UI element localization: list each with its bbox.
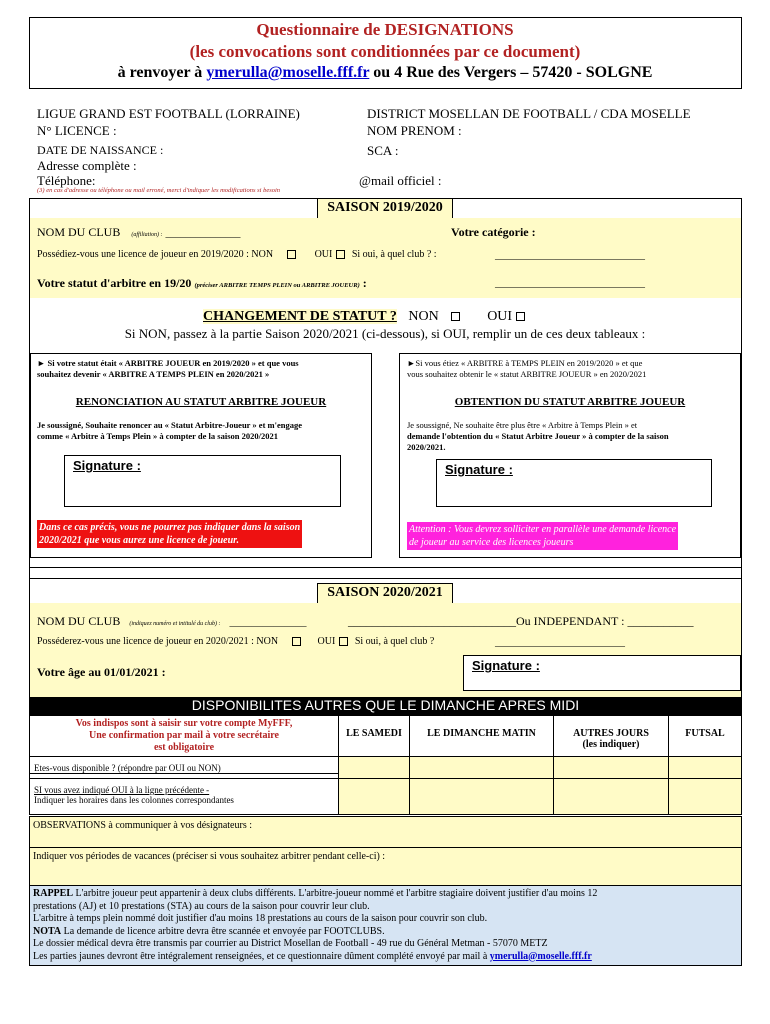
district-name: DISTRICT MOSELLAN DE FOOTBALL / CDA MOSELLE <box>367 106 691 121</box>
left-body-2: comme « Arbitre à Temps Plein » à compter de la saison 2020/2021 <box>37 431 278 441</box>
separator-line-2 <box>29 578 742 579</box>
availability-table <box>29 715 742 815</box>
left-body-1: Je soussigné, Souhaite renoncer au « Statut Arbitre-Joueur » et m'engage <box>37 420 302 430</box>
change-non-checkbox[interactable] <box>451 312 460 321</box>
left-intro-1: ► Si votre statut était « ARBITRE JOUEUR en 2019/2020 » et que vous <box>37 358 299 368</box>
season2-age-label: Votre âge au 01/01/2021 : <box>37 665 166 679</box>
right-body-3: 2020/2021. <box>407 442 446 452</box>
season2-independent: ____________________________Ou INDEPENDANT : ___________ <box>348 614 694 628</box>
form-title: Questionnaire de DESIGNATIONS <box>256 20 514 39</box>
left-intro-2: souhaitez devenir « ARBITRE A TEMPS PLEIN en 2020/2021 » <box>37 369 270 379</box>
season2-signature-box[interactable]: Signature : <box>463 655 741 691</box>
vacances-label: Indiquer vos périodes de vacances (préciser si vous souhaitez arbitrer pendant celle-ci) : <box>33 851 386 862</box>
league-name: LIGUE GRAND EST FOOTBALL (LORRAINE) <box>37 106 300 121</box>
form-subtitle: (les convocations sont conditionnées par ce document) <box>189 42 581 61</box>
right-body-1: Je soussigné, Ne souhaite être plus être « Arbitre à Temps Plein » et <box>407 420 638 430</box>
futsal-availability[interactable] <box>669 757 742 779</box>
observations-label: OBSERVATIONS à communiquer à vos désignateurs : <box>33 820 252 831</box>
right-warning: Attention : Vous devrez solliciter en parallèle une demande licence de joueur au service des licences joueurs <box>409 524 677 548</box>
name-label: NOM PRENOM : <box>367 123 462 138</box>
season2-title: SAISON 2020/2021 <box>327 585 443 600</box>
licence-label: N° LICENCE : <box>37 123 117 138</box>
availability-row-label: Etes-vous disponible ? (répondre par OUI ou NON) <box>30 757 339 779</box>
right-signature-box[interactable]: Signature : <box>436 459 712 507</box>
address-label: Adresse complète : <box>37 158 137 173</box>
season2-licence-question: Posséderez-vous une licence de joueur en 2020/2021 : NON OUI Si oui, à quel club ? <box>37 636 435 647</box>
birthdate-label: DATE DE NAISSANCE : <box>37 143 164 157</box>
status-change-instruction: Si NON, passez à la partie Saison 2020/2021 (ci-dessous), si OUI, remplir un de ces deux tableaux : <box>124 326 646 341</box>
hours-row-label: SI vous avez indiqué OUI à la ligne précédente - Indiquer les horaires dans les colonnes correspondantes <box>30 779 339 815</box>
season2-non-checkbox[interactable] <box>292 637 301 646</box>
col-dimanche-matin: LE DIMANCHE MATIN <box>410 716 554 757</box>
season2-club-blank: __________________________ <box>495 637 625 648</box>
change-oui-checkbox[interactable] <box>516 312 525 321</box>
left-warning: Dans ce cas précis, vous ne pourrez pas indiquer dans la saison 2020/2021 que vous aurez une licence de joueur. <box>39 522 301 546</box>
send-to-line: à renvoyer à ymerulla@moselle.fff.fr ou 4 Rue des Vergers – 57420 - SOLGNE <box>117 64 653 81</box>
identity-note: (3) en cas d'adresse ou téléphone ou mail erroné, merci d'indiquer les modifications si besoin <box>37 187 281 194</box>
autres-jours-hours[interactable] <box>554 779 669 815</box>
dimanche-matin-hours[interactable] <box>410 779 554 815</box>
season1-status-label: Votre statut d'arbitre en 19/20 (préciser ARBITRE TEMPS PLEIN ou ARBITRE JOUEUR) : <box>37 276 367 290</box>
footer-email-link[interactable]: ymerulla@moselle.fff.fr <box>489 950 592 962</box>
right-intro-1: ►Si vous étiez « ARBITRE à TEMPS PLEIN en 2019/2020 » et que <box>407 358 643 368</box>
left-panel-title: RENONCIATION AU STATUT ARBITRE JOUEUR <box>75 396 327 408</box>
season2-oui-checkbox[interactable] <box>339 637 348 646</box>
contact-email-link[interactable]: ymerulla@moselle.fff.fr <box>206 64 370 81</box>
season1-club-label: NOM DU CLUB (affiliation) : _______________ <box>37 225 241 239</box>
samedi-availability[interactable] <box>339 757 410 779</box>
autres-jours-availability[interactable] <box>554 757 669 779</box>
season1-category-label: Votre catégorie : <box>451 225 536 239</box>
status-change-question: CHANGEMENT DE STATUT ? NON OUI <box>203 309 529 325</box>
right-intro-2: vous souhaitez obtenir le « statut ARBITRE JOUEUR » en 2020/2021 <box>407 369 647 379</box>
col-autres-jours: AUTRES JOURS (les indiquer) <box>554 716 669 757</box>
season1-status-blank: ______________________________ <box>495 278 645 289</box>
col-futsal: FUTSAL <box>669 716 742 757</box>
left-signature-box[interactable]: Signature : <box>64 455 341 507</box>
right-panel-title: OBTENTION DU STATUT ARBITRE JOUEUR <box>454 396 686 408</box>
official-email-label: @mail officiel : <box>359 173 442 188</box>
season1-title: SAISON 2019/2020 <box>327 200 443 215</box>
footer-notice: RAPPEL L'arbitre joueur peut appartenir à deux clubs différents. L'arbitre-joueur nommé et l'arbitre stagiaire doivent justifier d'au moins 12 prestations (AJ) et 10 prestations (STA) au cours de la saison pour couvrir leur club. L'arbitre à temps plein nommé doit justifier d'au moins 18 prestations au cours de la saison pour couvrir son club. NOTA La demande de licence arbitre devra être scannée et envoyée par FOOTCLUBS. Le dossier médical devra être transmis par courrier au District Mosellan de Football - 49 rue du Général Metman - 57070 METZ Les parties jaunes devront être intégralement renseignées, et ce questionnaire dûment complété envoyé par mail à ymerulla@moselle.fff.fr <box>33 888 598 962</box>
season1-club-blank: ______________________________ <box>495 250 645 261</box>
season2-club-label: NOM DU CLUB (indiquez numéro et intitulé du club) : ______________ <box>37 614 307 628</box>
availability-notice: Vos indispos sont à saisir sur votre compte MyFFF, Une confirmation par mail à votre secrétaire est obligatoire <box>30 716 339 757</box>
availability-title: DISPONIBILITES AUTRES QUE LE DIMANCHE APRES MIDI <box>191 697 580 713</box>
season1-licence-question: Possédiez-vous une licence de joueur en 2019/2020 : NON OUI Si oui, à quel club ? : <box>37 249 437 260</box>
season1-non-checkbox[interactable] <box>287 250 296 259</box>
season1-oui-checkbox[interactable] <box>336 250 345 259</box>
col-samedi: LE SAMEDI <box>339 716 410 757</box>
dimanche-matin-availability[interactable] <box>410 757 554 779</box>
phone-label: Téléphone: <box>37 173 96 188</box>
samedi-hours[interactable] <box>339 779 410 815</box>
right-body-2: demande l'obtention du « Statut Arbitre Joueur » à compter de la saison <box>407 431 669 441</box>
futsal-hours[interactable] <box>669 779 742 815</box>
separator-line <box>29 567 742 568</box>
sca-label: SCA : <box>367 143 399 158</box>
